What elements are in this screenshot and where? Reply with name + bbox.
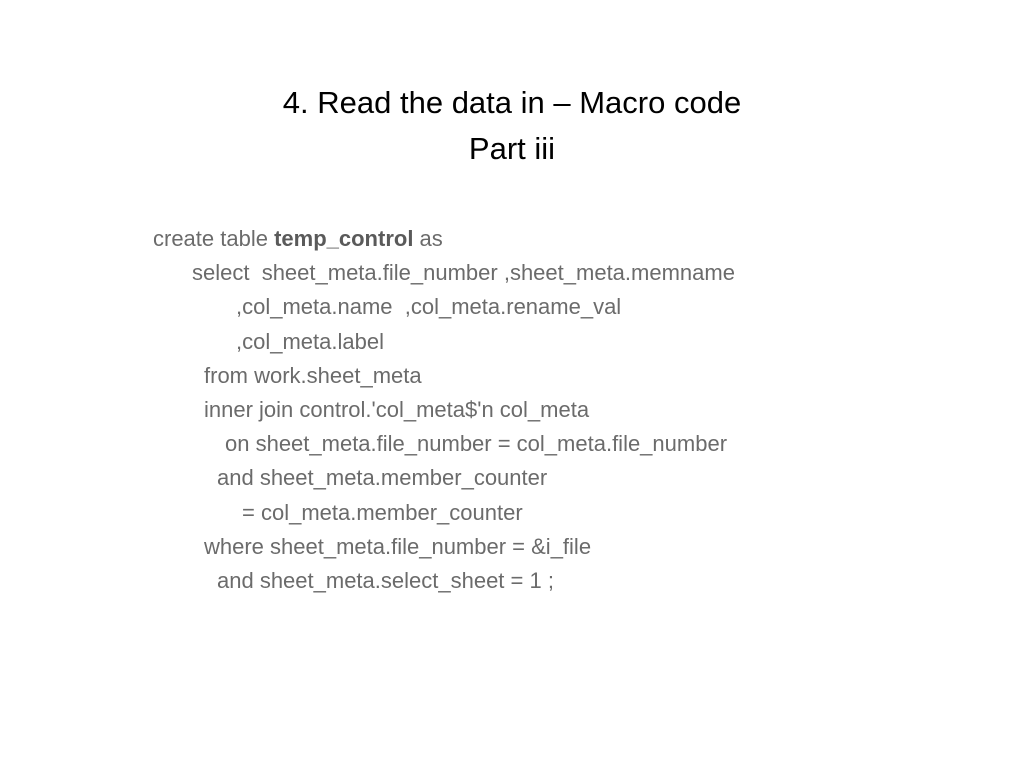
code-line-11: and sheet_meta.select_sheet = 1 ; — [217, 567, 554, 593]
table-name: temp_control — [274, 226, 414, 251]
code-line-1-prefix: create table — [153, 226, 275, 251]
code-line-2: select sheet_meta.file_number ,sheet_meta.memname — [192, 260, 735, 286]
code-block — [153, 222, 735, 598]
code-line-1-suffix: as — [413, 226, 443, 251]
code-line-1 — [153, 222, 735, 256]
code-line-9: = col_meta.member_counter — [242, 499, 523, 525]
code-line-10: where sheet_meta.file_number = &i_file — [204, 533, 592, 559]
slide-title-line-1: 4. Read the data in – Macro code — [282, 85, 742, 120]
code-line-6: inner join control.'col_meta$'n col_meta — [204, 396, 590, 422]
code-line-8: and sheet_meta.member_counter — [217, 465, 548, 491]
code-line-4: ,col_meta.label — [236, 328, 384, 354]
code-line-7: on sheet_meta.file_number = col_meta.file_number — [225, 431, 728, 457]
code-line-5: from work.sheet_meta — [204, 362, 422, 388]
slide-title — [0, 80, 1024, 172]
code-line-3: ,col_meta.name ,col_meta.rename_val — [236, 294, 622, 320]
slide-title-line-2: Part iii — [468, 131, 556, 166]
